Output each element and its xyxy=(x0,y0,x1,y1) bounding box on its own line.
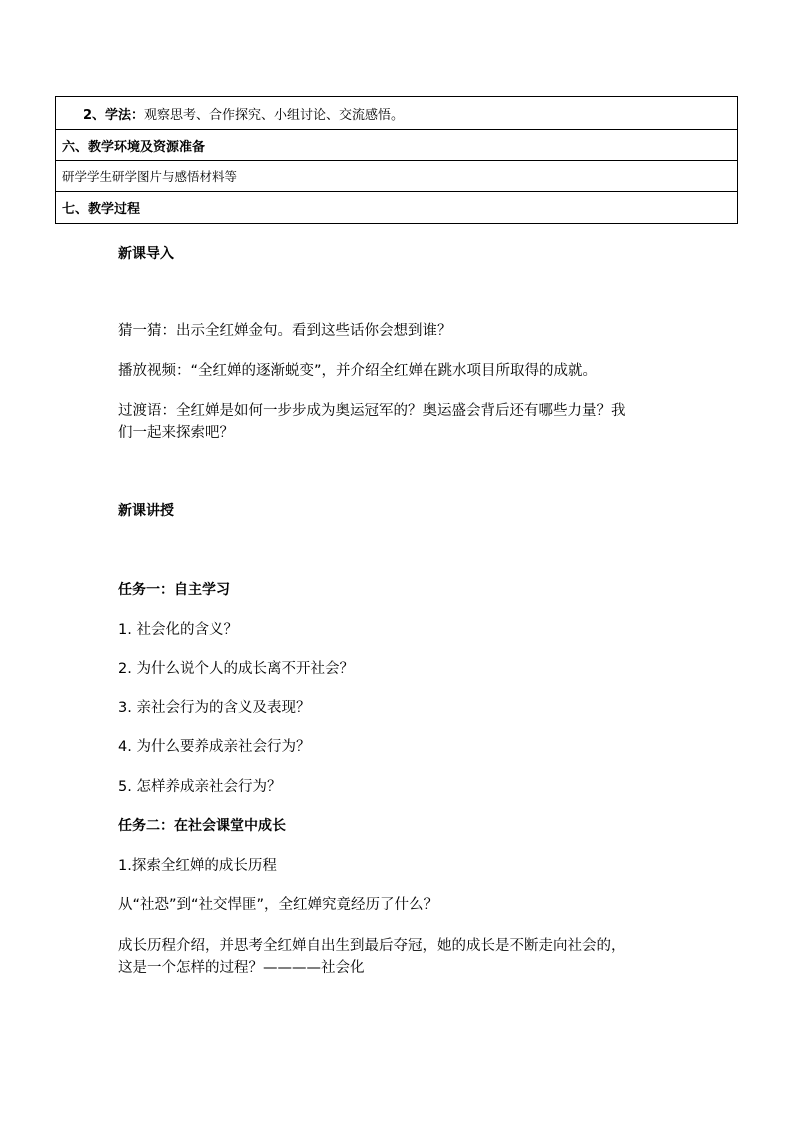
question-item: 5. 怎样养成亲社会行为？ xyxy=(118,779,282,795)
table-row-process-heading: 七、教学过程 xyxy=(62,202,141,217)
explore-item: 1.探索全红婵的成长历程 xyxy=(118,858,277,874)
table-row-resources: 研学学生研学图片与感悟材料等 xyxy=(56,161,737,192)
task2-heading: 任务二：在社会课堂中成长 xyxy=(118,818,286,834)
from-to-paragraph: 从“社恐”到“社交悍匪”，全红婵究竟经历了什么？ xyxy=(118,897,439,913)
question-item: 4. 为什么要养成亲社会行为？ xyxy=(118,739,311,755)
study-method-text: 观察思考、合作探究、小组讨论、交流感悟。 xyxy=(144,107,405,123)
video-paragraph: 播放视频：“全红婵的逐渐蜕变”，并介绍全红婵在跳水项目所取得的成就。 xyxy=(118,363,598,379)
guess-paragraph: 猜一猜：出示全红婵金句。看到这些话你会想到谁？ xyxy=(118,323,452,339)
growth-line-1: 成长历程介绍，并思考全红婵自出生到最后夺冠，她的成长是不断走向社会的， xyxy=(118,938,626,954)
question-item: 2. 为什么说个人的成长离不开社会？ xyxy=(118,661,354,677)
intro-heading: 新课导入 xyxy=(118,246,174,262)
table-row-environment-heading: 六、教学环境及资源准备 xyxy=(56,130,737,161)
transition-line-1: 过渡语：全红婵是如何一步步成为奥运冠军的？奥运盛会背后还有哪些力量？我 xyxy=(118,403,626,419)
growth-line-2: 这是一个怎样的过程？————社会化 xyxy=(118,960,365,976)
study-method-label: 2、学法： xyxy=(83,107,145,123)
lecture-heading: 新课讲授 xyxy=(118,503,174,519)
lesson-plan-table xyxy=(55,96,738,224)
transition-line-2: 们一起来探索吧？ xyxy=(118,425,234,441)
question-item: 3. 亲社会行为的含义及表现？ xyxy=(118,700,311,716)
task1-heading: 任务一：自主学习 xyxy=(118,582,230,598)
question-item: 1. 社会化的含义？ xyxy=(118,622,238,638)
table-row-study-method xyxy=(56,97,737,130)
